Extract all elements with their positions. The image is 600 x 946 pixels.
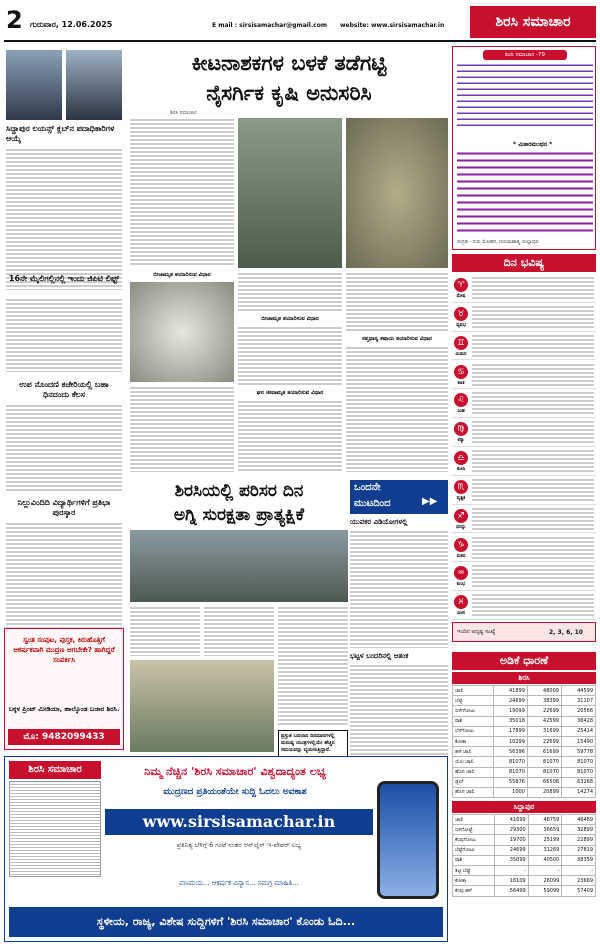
zodiac-name: ತುಲಾ — [456, 467, 466, 472]
market-price: 46759 — [528, 815, 562, 825]
story2-text — [6, 298, 122, 372]
market-row — [453, 825, 596, 835]
profile-photo-left — [6, 50, 62, 120]
market-variety: ಬಿಳಿಗೋಟ್ಟೆ — [453, 825, 495, 835]
zodiac-prediction — [472, 391, 594, 416]
zodiac-icon: ♏ — [454, 480, 468, 494]
quote-box-text-bottom — [457, 151, 593, 235]
horoscope-title: ದಿನ ಭವಿಷ್ಯ — [452, 254, 596, 272]
market-price: 44599 — [561, 686, 595, 696]
market-price: 27819 — [562, 845, 596, 855]
main-story-col3b — [346, 346, 448, 472]
market-price: 81070 — [561, 767, 595, 777]
profile-photo-right — [66, 50, 122, 120]
zodiac-prediction — [472, 593, 594, 618]
zodiac-prediction — [472, 334, 594, 359]
main-story-col1b — [130, 386, 234, 472]
story3-text — [6, 404, 122, 492]
market-price: 32899 — [562, 825, 596, 835]
second-story-quote: ಪ್ರಸ್ತುತ ಬದಲಾದ ದಿನಮಾನಗಳಲ್ಲಿ ಮನುಷ್ಯ ಯಂತ್ರಗಳಲ್ಲಿಯೇ ಹೆಚ್ಚಿನ ಸಮಯವನ್ನು ವ್ಯಯಿಸುತ್ತಿದ್ದಾನೆ. — [278, 730, 348, 757]
story3-headline: ಉಪ ನೊಂದಣಿ ಕಚೇರಿಯಲ್ಲಿ ಬಹಾ ಧಿನದಂದು ಕೆಲಸ — [19, 380, 109, 399]
masthead-rule — [4, 40, 596, 42]
print-ad-text: ಸ್ವಂತ ಸಂಪುಟ, ಪುಸ್ತಕ, ಕಿರುಹೊತ್ತಿಗೆ ಆಕರ್ಷಕವಾಗಿ ಮುದ್ರಣ ಆಗಬೇಕೇ? ಹಾಗಿದ್ದರೆ ಸಂಪರ್ಕಿಸಿ — [13, 636, 115, 664]
bottom-banner — [4, 756, 448, 942]
market-price: 14274 — [561, 787, 595, 797]
banner-paper-thumb — [9, 781, 101, 877]
market-row — [453, 716, 596, 726]
market-price: 20566 — [561, 706, 595, 716]
market-row — [453, 686, 596, 696]
market-price: 56499 — [495, 886, 529, 896]
main-story-col2 — [238, 272, 342, 312]
market-variety: ಚಾಲಿ — [453, 815, 495, 825]
market-price: 15490 — [561, 736, 595, 746]
horoscope-row — [452, 534, 596, 563]
market-row — [453, 726, 596, 736]
lucky-number-values: 2, 3, 6, 10 — [549, 629, 583, 636]
market-variety: ಕೋಕಾ — [453, 876, 495, 886]
market-price: 63268 — [561, 777, 595, 787]
market-price: 57409 — [562, 886, 596, 896]
market-price: 41699 — [495, 815, 529, 825]
main-story-col3 — [346, 272, 448, 332]
market-row — [453, 696, 596, 706]
quote-box-number: -79 — [536, 52, 546, 58]
zodiac-name: ಕನ್ಯಾ — [457, 438, 465, 444]
market-price: 38359 — [562, 855, 596, 865]
second-story-col3 — [278, 606, 348, 726]
main-headline-line1: ಕೀಟನಾಶಕಗಳ ಬಳಕೆ ತಡೆಗಟ್ಟಿ — [191, 51, 387, 75]
market-variety: ಬೆಟ್ಟೆಗೋಟು — [453, 845, 495, 855]
market-row — [453, 845, 596, 855]
zodiac-name: ವೃಶ್ಚಿಕ — [456, 495, 466, 501]
market-price: 31107 — [561, 696, 595, 706]
market-price: 40500 — [528, 855, 562, 865]
side-headline-part1: ಒಂದನೇ — [354, 482, 381, 493]
horoscope-row — [452, 447, 596, 476]
zodiac-icon: ♓ — [454, 595, 468, 609]
market-variety: ಹಳೆ ಚಾಲಿ — [453, 747, 494, 757]
horoscope-row — [452, 476, 596, 505]
main-sub1: ಬೀಜಾಮೃತ ತಯಾರಿಸುವ ವಿಧಾನ — [153, 272, 211, 278]
zodiac-prediction — [472, 478, 594, 503]
zodiac-name: ಮೀನ — [456, 611, 466, 617]
zodiac-prediction — [472, 564, 594, 589]
zodiac-name: ಕುಂಭ — [456, 582, 466, 588]
quote-box — [452, 46, 596, 250]
market-price: 81070 — [493, 767, 527, 777]
second-story-col2 — [204, 606, 274, 656]
market-price: 16109 — [495, 876, 529, 886]
zodiac-icon: ♑ — [454, 538, 468, 552]
horoscope-row — [452, 418, 596, 447]
market-siddapur-table — [452, 814, 596, 897]
market-price: 55876 — [493, 777, 527, 787]
market-price: 24699 — [493, 696, 527, 706]
market-variety: ರಾಶಿ — [453, 716, 494, 726]
market-row — [453, 876, 596, 886]
market-variety: ಡ್ಬಲ್ — [453, 777, 494, 787]
market-row — [453, 747, 596, 757]
story2-headline: 16ನೇ ಮೈಲಿಗಲ್ಲಿನಲ್ಲಿ ಇಂದು ಜಿಪಿಟಿ ಲಿಫ್ಟ್ — [8, 274, 120, 283]
market-price: 29300 — [495, 825, 529, 835]
banner-logo: ಶಿರಸಿ ಸಮಾಚಾರ — [9, 761, 101, 779]
quote-box-badge-text: ಶಿರಸಿ ಸಮಾಚಾರ — [504, 52, 535, 58]
quote-box-badge — [483, 50, 567, 60]
main-sub4: ಸಪ್ತಧಾನ್ಯ ಕಷಾಯ ತಯಾರಿಸುವ ವಿಧಾನ — [362, 336, 432, 342]
email-address[interactable]: E mail : sirsisamachar@gmail.com — [212, 22, 328, 29]
market-price: 22699 — [527, 706, 561, 716]
banner-subline: ಮುದ್ರಣದ ಪ್ರತಿಯಂತೆಯೇ ಸುದ್ದಿ ಓದಲು ಅವಕಾಶ — [163, 787, 307, 797]
zodiac-icon: ♍ — [454, 422, 468, 436]
zodiac-prediction — [472, 305, 594, 330]
side-story — [350, 478, 448, 770]
horoscope-row — [452, 389, 596, 418]
market-sirsi-table — [452, 685, 596, 798]
website-link[interactable]: website: www.sirsisamachar.in — [340, 22, 445, 29]
main-story-photo-mixture — [346, 118, 448, 268]
market-price: 46489 — [562, 815, 596, 825]
market-section — [452, 652, 596, 946]
market-variety: ಕೋಕಾ — [453, 736, 494, 746]
banner-tagline: ವಣಮಯ... ಆಕರ್ಷಕ ವಿನ್ಯಾಸ... ಸಮಗ್ರ ಮಾಹಿತಿ... — [179, 879, 299, 887]
zodiac-prediction — [472, 276, 594, 301]
market-row — [453, 865, 596, 875]
zodiac-name: ಕಟಕ — [457, 380, 465, 386]
zodiac-name: ಮಿಥುನ — [455, 351, 467, 357]
market-variety: ಬಿಳೇಗೋಟು — [453, 706, 494, 716]
print-ad — [4, 628, 124, 750]
market-price: 56396 — [493, 747, 527, 757]
main-byline: ಶಿರಸಿ ಸಮಾಚಾರ — [170, 110, 197, 116]
side-story-text1 — [350, 530, 448, 648]
masthead-logo-text: ಶಿರಸಿ ಸಮಾಚಾರ — [495, 14, 571, 30]
market-price: 24699 — [495, 845, 529, 855]
zodiac-name: ಮಕರ — [456, 553, 466, 559]
zodiac-prediction — [472, 420, 594, 445]
market-price: 26099 — [528, 876, 562, 886]
market-row — [453, 706, 596, 716]
horoscope-row — [452, 303, 596, 332]
second-story-col1 — [130, 606, 200, 656]
market-row — [453, 757, 596, 767]
main-sub2: ಬೀಜಾಮೃತ ತಯಾರಿಸುವ ವಿಧಾನ — [261, 316, 319, 322]
second-story — [130, 478, 348, 770]
zodiac-icon: ♈ — [454, 278, 468, 292]
zodiac-icon: ♒ — [454, 566, 468, 580]
market-variety: ಕೆಂಪು ಹಳೆ — [453, 886, 495, 896]
second-story-photo-group — [130, 530, 348, 602]
profile-story-text — [6, 148, 122, 290]
market-price: 48009 — [527, 686, 561, 696]
banner-timing: ಪ್ರತಿನಿತ್ಯ ಬೆಳಿಗ್ಗೆ 6 ಗಂಟೆ ನಂತರ ಆನ್‌ಲೈನ್ ಇ-ಪೇಪರ್ ಲಭ್ಯ — [176, 841, 302, 849]
market-price: 22899 — [562, 835, 596, 845]
zodiac-name: ಮೇಷ — [456, 294, 466, 299]
market-price: 31699 — [527, 726, 561, 736]
lucky-number-label: ಇಂದಿನ ಅದೃಷ್ಟ ಸಂಖ್ಯೆ — [457, 629, 496, 635]
market-price: 59778 — [561, 747, 595, 757]
market-variety: ಯೋ ಚಾಲಿ — [453, 757, 494, 767]
market-row — [453, 777, 596, 787]
market-variety: ಬೆಟ್ಟೆ — [453, 696, 494, 706]
market-price: 81070 — [493, 757, 527, 767]
issue-date: ಗುರುವಾರ, 12.06.2025 — [30, 20, 113, 29]
market-siddapur-title: ಸಿದ್ದಾಪುರ — [452, 801, 596, 813]
market-price: 41899 — [493, 686, 527, 696]
banner-website[interactable]: www.sirsisamachar.in — [105, 809, 373, 835]
market-price: 61699 — [527, 747, 561, 757]
market-price: 36659 — [528, 825, 562, 835]
zodiac-prediction — [472, 363, 594, 388]
zodiac-name: ವೃಷಭ — [456, 322, 466, 328]
market-price: 66508 — [527, 777, 561, 787]
horoscope-row — [452, 332, 596, 361]
side-sub2: ಭಟ್ಟಳ ಬಂದರಿನಲ್ಲಿ ಆತಂಕ — [350, 652, 409, 660]
main-story-col1 — [130, 118, 234, 266]
market-price: 25199 — [528, 835, 562, 845]
quote-box-byline: ಸಂಗ್ರಹ - ಗುರು ಮೋಹನ, ಗುರುಮಹಾತ್ಮ ಯಲ್ಲಾಪುರ — [457, 240, 539, 245]
horoscope-row — [452, 505, 596, 534]
side-story-text2 — [350, 664, 448, 766]
horoscope-row — [452, 591, 596, 620]
horoscope-list — [452, 274, 596, 620]
side-subhead: ಯುವಕರ ವಿಡಿಯೋಗಳಲ್ಲಿ — [350, 518, 408, 526]
side-story-title-box — [350, 480, 448, 514]
main-story — [130, 46, 448, 476]
market-row — [453, 815, 596, 825]
main-story-photo-bucket — [130, 282, 234, 382]
market-price: 81070 — [527, 767, 561, 777]
market-price: 38428 — [561, 716, 595, 726]
main-story-col2b — [238, 326, 342, 386]
market-price: 22699 — [527, 736, 561, 746]
market-price: 35099 — [495, 855, 529, 865]
market-sirsi-title: ಶಿರಸಿ — [452, 672, 596, 684]
market-variety: ತಟ್ಟಿ ಬೆಟ್ಟೆ — [453, 865, 495, 875]
print-ad-phone[interactable]: ಮೊ: 9482099433 — [8, 729, 120, 745]
story4-headline: ನಿಲ್ಲುವಿಂದಿದಿ ವಿದ್ಯಾರ್ಥಿಗಳಿಗೆ ಪ್ರತಿಭಾ ಪುರಸ್ಕಾರ — [17, 498, 111, 517]
market-row — [453, 787, 596, 797]
main-story-photo-cattle — [238, 118, 342, 268]
market-price: 31269 — [528, 845, 562, 855]
lucky-number-bar — [452, 622, 596, 642]
masthead-logo — [470, 6, 596, 38]
market-price: 19700 — [495, 835, 529, 845]
zodiac-prediction — [472, 507, 594, 532]
market-row — [453, 835, 596, 845]
market-price: 35018 — [493, 716, 527, 726]
zodiac-prediction — [472, 449, 594, 474]
side-headline-part2: ಮುಟದಿಂದ — [354, 498, 391, 509]
page-number: 2 — [6, 6, 23, 34]
banner-headline: ನಿಮ್ಮ ನೆಚ್ಚಿನ 'ಶಿರಸಿ ಸಮಾಚಾರ' ವಿಶ್ವದಾದ್ಯಂತ ಲಭ್ಯ — [144, 765, 326, 778]
market-price: 19099 — [493, 706, 527, 716]
market-price: 23669 — [562, 876, 596, 886]
horoscope-row — [452, 361, 596, 390]
horoscope-row — [452, 274, 596, 303]
market-price: - — [562, 865, 596, 875]
market-row — [453, 855, 596, 865]
second-headline-line1: ಶಿರಸಿಯಲ್ಲಿ ಪರಿಸರ ದಿನ — [174, 481, 304, 501]
zodiac-name: ಧನಸ್ಸು — [456, 524, 466, 530]
quote-box-text-top — [457, 63, 593, 129]
market-row — [453, 736, 596, 746]
horoscope-row — [452, 562, 596, 591]
masthead — [0, 0, 600, 46]
second-story-photo-beach — [130, 660, 274, 752]
market-price: 59099 — [528, 886, 562, 896]
market-variety: ರಾಶಿ — [453, 855, 495, 865]
zodiac-icon: ♌ — [454, 393, 468, 407]
market-variety: ಬೆಳೆಗೋಟು — [453, 726, 494, 736]
market-row — [453, 767, 596, 777]
play-icon: ▶▶ — [422, 496, 438, 507]
banner-phone-mockup — [377, 781, 439, 899]
zodiac-icon: ♋ — [454, 365, 468, 379]
market-variety: ಕೆಂಪುಗೋಟು — [453, 835, 495, 845]
main-headline-line2: ನೈಸರ್ಗಿಕ ಕೃಷಿ ಅನುಸರಿಸಿ — [206, 81, 372, 105]
market-price: 81070 — [561, 757, 595, 767]
profile-headline: ಸಿದ್ದಾಪುರ ಲಯನ್ಸ್ ಕ್ಲಬ್‌ನ ಪದಾಧಿಕಾರಿಗಳ ಆಯ್ಕೆ — [6, 124, 115, 143]
zodiac-prediction — [472, 536, 594, 561]
market-price: 20899 — [527, 787, 561, 797]
market-price: 42599 — [527, 716, 561, 726]
horoscope-section — [452, 254, 596, 646]
quote-box-title: * ವಿಚಾರಮಂಥನ * — [513, 141, 553, 148]
banner-footer: ಸ್ಥಳೀಯ, ರಾಜ್ಯ, ವಿಶೇಷ ಸುದ್ದಿಗಳಿಗೆ 'ಶಿರಸಿ ಸಮಾಚಾರ' ಕೊಂಡು ಓದಿ... — [9, 907, 443, 937]
market-variety: ಹೊಸ ಚಾಲಿ — [453, 787, 494, 797]
market-price: 81070 — [527, 757, 561, 767]
market-variety: ಹೊಸ ಚಾಲಿ — [453, 767, 494, 777]
market-price: - — [528, 865, 562, 875]
zodiac-icon: ♎ — [454, 451, 468, 465]
zodiac-icon: ♉ — [454, 307, 468, 321]
market-price: 25414 — [561, 726, 595, 736]
zodiac-icon: ♐ — [454, 509, 468, 523]
market-price: 10299 — [493, 736, 527, 746]
market-row — [453, 886, 596, 896]
market-price: 38399 — [527, 696, 561, 706]
main-story-col2c — [238, 400, 342, 472]
market-price: 17899 — [493, 726, 527, 736]
print-ad-company: ಬಕ್ಕಳ ಪ್ರಿಂಟ್ ಮೀಡಿಯಾ, ಹಾಲ್ಕೊಂಡ ಬಜಾರ ಶಿರಸಿ. — [8, 705, 120, 713]
second-headline-line2: ಅಗ್ನಿ ಸುರಕ್ಷತಾ ಪ್ರಾತ್ಯಕ್ಷಿಕೆ — [173, 505, 305, 525]
market-title: ಅಡಿಕೆ ಧಾರಣೆ — [452, 652, 596, 670]
main-sub3: ಘನ ಜೀವಾಮೃತ ತಯಾರಿಸುವ ವಿಧಾನ — [256, 390, 324, 396]
market-price: 1000 — [493, 787, 527, 797]
market-price: - — [495, 865, 529, 875]
zodiac-name: ಸಿಂಹ — [457, 409, 465, 415]
zodiac-icon: ♊ — [454, 336, 468, 350]
market-variety: ಚಾಲಿ — [453, 686, 494, 696]
